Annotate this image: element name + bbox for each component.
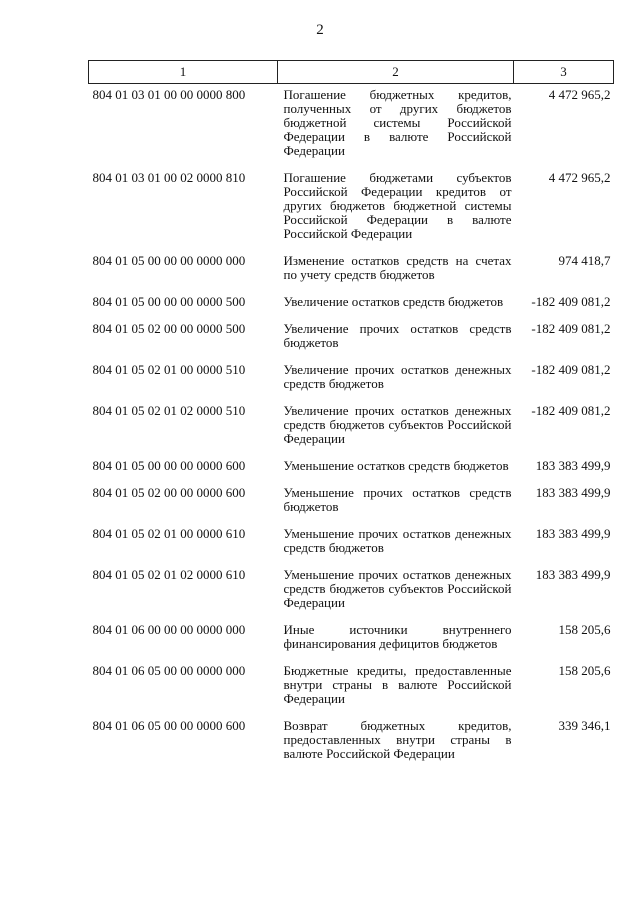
table-row <box>89 527 614 568</box>
row-amount: -182 409 081,2 <box>531 403 611 418</box>
row-amount: 158 205,6 <box>558 663 611 678</box>
header-column-1: 1 <box>89 61 278 84</box>
budget-code: 804 01 05 02 00 00 0000 600 <box>92 485 246 500</box>
row-amount: -182 409 081,2 <box>531 294 611 309</box>
budget-code: 804 01 03 01 00 02 0000 810 <box>92 170 246 185</box>
row-amount: -182 409 081,2 <box>531 362 611 377</box>
table-row <box>89 171 614 254</box>
row-description: Уменьшение остатков средств бюджетов <box>283 458 509 473</box>
table-header <box>89 61 614 84</box>
budget-code: 804 01 05 02 01 02 0000 510 <box>92 403 246 418</box>
budget-code: 804 01 05 00 00 00 0000 600 <box>92 458 246 473</box>
row-amount: 4 472 965,2 <box>548 170 611 185</box>
row-amount: 183 383 499,9 <box>535 458 611 473</box>
budget-code: 804 01 06 05 00 00 0000 000 <box>92 663 246 678</box>
table-row <box>89 322 614 363</box>
row-amount: 158 205,6 <box>558 622 611 637</box>
row-description: Бюджетные кредиты, предоставленные внутри страны в валюте Российской Федерации <box>283 663 512 706</box>
row-amount: 4 472 965,2 <box>548 87 611 102</box>
budget-code: 804 01 05 02 01 02 0000 610 <box>92 567 246 582</box>
table-row <box>89 459 614 486</box>
page-number: 2 <box>316 22 324 38</box>
budget-code: 804 01 05 00 00 00 0000 000 <box>92 253 246 268</box>
row-description: Изменение остатков средств на счетах по учету средств бюджетов <box>283 253 512 282</box>
table-row <box>89 254 614 295</box>
row-description: Возврат бюджетных кредитов, предоставленных внутри страны в валюте Российской Федерации <box>283 718 512 761</box>
row-description: Увеличение прочих остатков денежных средств бюджетов <box>283 362 512 391</box>
row-amount: 183 383 499,9 <box>535 485 611 500</box>
budget-code: 804 01 06 05 00 00 0000 600 <box>92 718 246 733</box>
row-description: Уменьшение прочих остатков средств бюджетов <box>283 485 512 514</box>
table-row <box>89 719 614 774</box>
budget-code: 804 01 05 02 01 00 0000 610 <box>92 526 246 541</box>
header-column-3: 3 <box>514 61 614 84</box>
row-description: Погашение бюджетных кредитов, полученных от других бюджетов бюджетной системы Российской Федерации в валюте Российской Федерации <box>283 87 512 158</box>
table-header-row <box>89 61 614 84</box>
header-column-2: 2 <box>278 61 514 84</box>
table-body <box>89 84 614 775</box>
row-amount: -182 409 081,2 <box>531 321 611 336</box>
budget-code: 804 01 06 00 00 00 0000 000 <box>92 622 246 637</box>
row-description: Уменьшение прочих остатков денежных средств бюджетов <box>283 526 512 555</box>
table-row <box>89 363 614 404</box>
table-row <box>89 84 614 172</box>
budget-code: 804 01 05 02 00 00 0000 500 <box>92 321 246 336</box>
budget-code: 804 01 05 02 01 00 0000 510 <box>92 362 246 377</box>
row-description: Увеличение прочих остатков денежных средств бюджетов субъектов Российской Федерации <box>283 403 512 446</box>
budget-code: 804 01 03 01 00 00 0000 800 <box>92 87 246 102</box>
row-amount: 974 418,7 <box>558 253 611 268</box>
table-row <box>89 664 614 719</box>
row-description: Погашение бюджетами субъектов Российской Федерации кредитов от других бюджетов бюджетной системы Российской Федерации в валюте Российской Федерации <box>283 170 512 241</box>
row-description: Уменьшение прочих остатков денежных средств бюджетов субъектов Российской Федерации <box>283 567 512 610</box>
table-row <box>89 295 614 322</box>
budget-sources-table <box>88 60 614 774</box>
row-description: Увеличение остатков средств бюджетов <box>283 294 504 309</box>
table-row <box>89 623 614 664</box>
table-row <box>89 486 614 527</box>
row-amount: 183 383 499,9 <box>535 526 611 541</box>
table-row <box>89 404 614 459</box>
row-description: Иные источники внутреннего финансирования дефицитов бюджетов <box>283 622 512 651</box>
row-amount: 339 346,1 <box>558 718 611 733</box>
budget-code: 804 01 05 00 00 00 0000 500 <box>92 294 246 309</box>
row-description: Увеличение прочих остатков средств бюджетов <box>283 321 512 350</box>
table-row <box>89 568 614 623</box>
row-amount: 183 383 499,9 <box>535 567 611 582</box>
